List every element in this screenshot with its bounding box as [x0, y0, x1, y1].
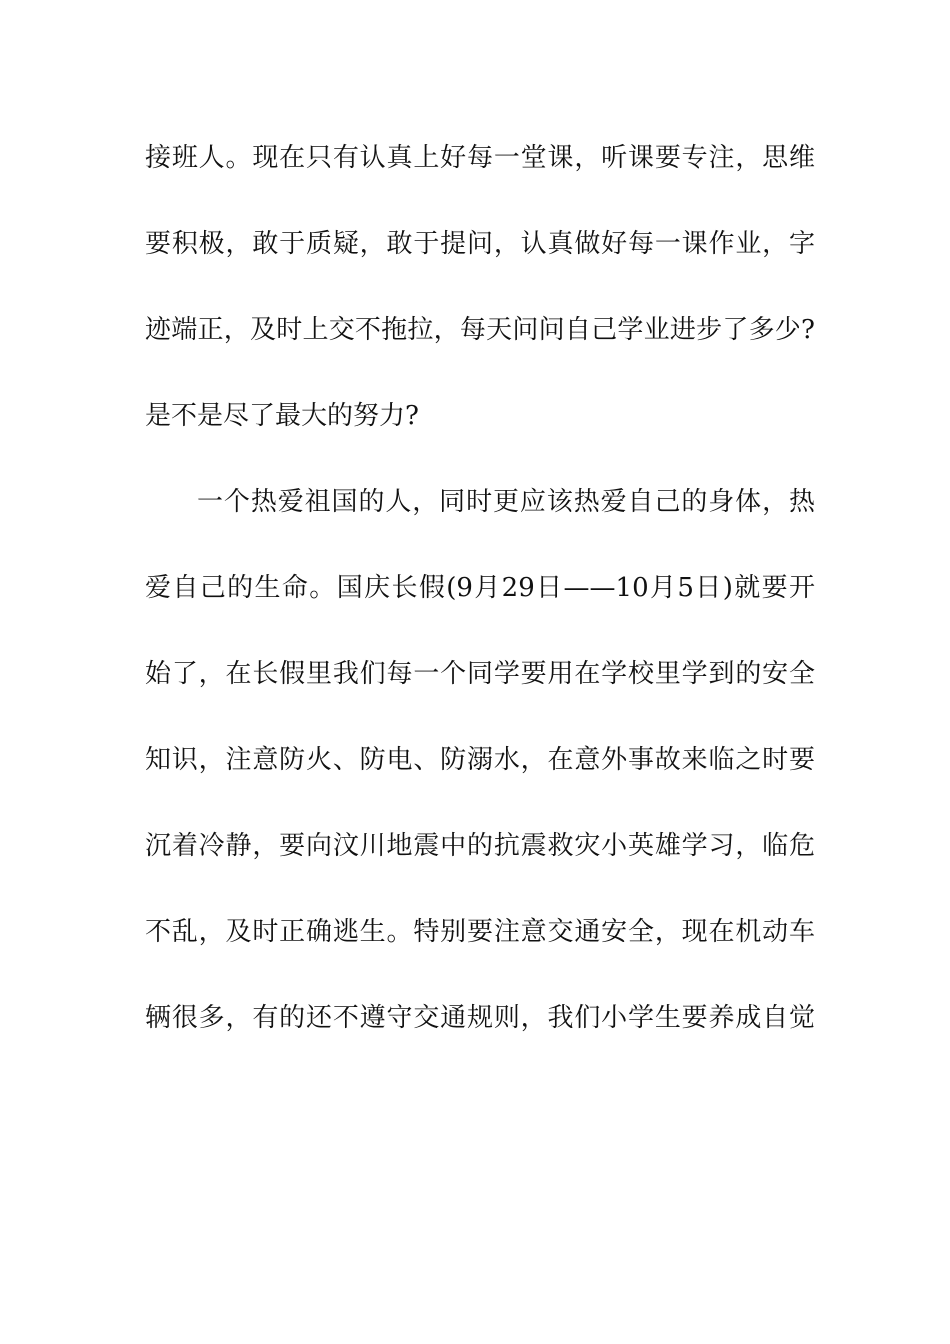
text-line: 迹端正，及时上交不拖拉，每天问问自己学业进步了多少?	[145, 315, 815, 345]
text-line: 接班人。现在只有认真上好每一堂课，听课要专注，思维	[145, 143, 815, 173]
text-line: 爱自己的生命。国庆长假(9月29日——10月5日)就要开	[145, 573, 815, 603]
text-line: 是不是尽了最大的努力?	[145, 401, 419, 431]
paragraph-first-line: 一个热爱祖国的人，同时更应该热爱自己的身体，热	[197, 487, 815, 517]
text-line: 沉着冷静，要向汶川地震中的抗震救灾小英雄学习，临危	[145, 831, 815, 861]
text-line: 辆很多，有的还不遵守交通规则，我们小学生要养成自觉	[145, 1003, 815, 1033]
text-line: 不乱，及时正确逃生。特别要注意交通安全，现在机动车	[145, 917, 815, 947]
text-line: 知识，注意防火、防电、防溺水，在意外事故来临之时要	[145, 745, 815, 775]
text-line: 始了，在长假里我们每一个同学要用在学校里学到的安全	[145, 659, 815, 689]
text-line: 要积极，敢于质疑，敢于提问，认真做好每一课作业，字	[145, 229, 815, 259]
